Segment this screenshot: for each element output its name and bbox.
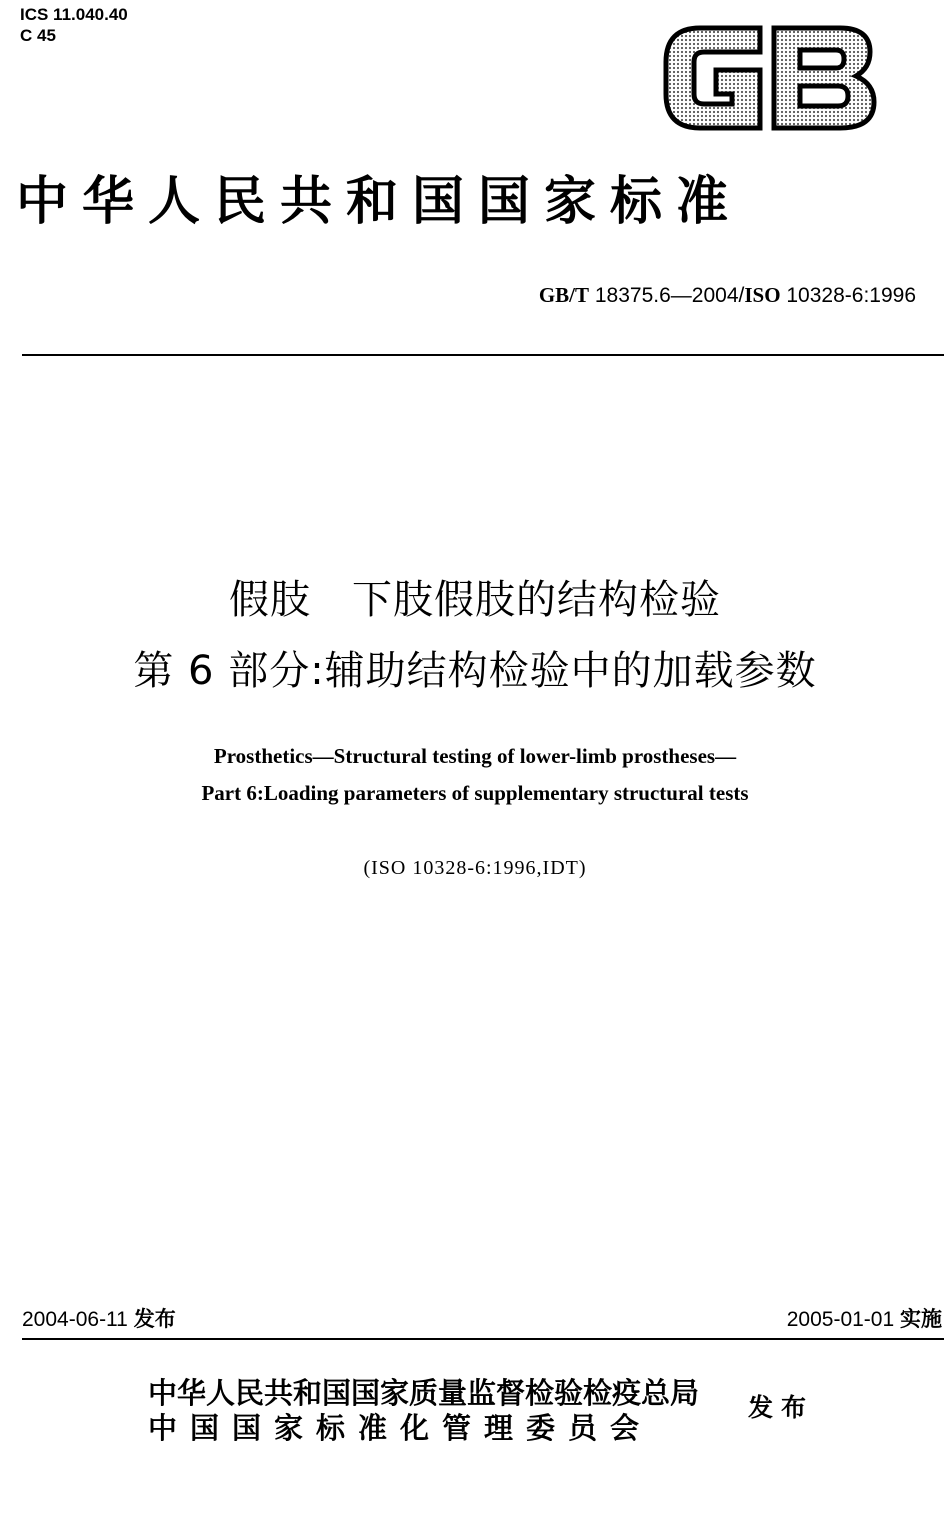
logo-letter-g (666, 28, 760, 128)
publish-label: 发布 (133, 1306, 176, 1331)
adoption-note: (ISO 10328-6:1996,IDT) (363, 857, 587, 879)
issued-label: 发布 (748, 1393, 815, 1422)
implement-date-value: 2005-01-01 (786, 1308, 895, 1331)
standard-prefix: GB/T (538, 283, 590, 307)
ccs-code: C 45 (20, 26, 56, 45)
implement-label: 实施 (900, 1306, 942, 1331)
standard-number (539, 282, 916, 309)
standard-code: 18375.6—2004/ (594, 284, 745, 307)
chinese-title-line2: 第 6 部分:辅助结构检验中的加载参数 (133, 648, 817, 694)
national-standard-title: 中华人民共和国国家标准 (16, 171, 743, 232)
logo-letter-b (774, 28, 874, 128)
iso-prefix: ISO (744, 283, 781, 307)
publish-date-value: 2004-06-11 (22, 1308, 128, 1331)
issuer-line2: 中国国家标准化管理委员会 (148, 1411, 653, 1445)
footer-divider (22, 1338, 944, 1340)
english-title-line1: Prosthetics—Structural testing of lower-limb prostheses— (213, 744, 737, 768)
publish-date (22, 1306, 176, 1333)
chinese-title-line1: 假肢 下肢假肢的结构检验 (229, 577, 721, 623)
english-title-line2: Part 6:Loading parameters of supplementary structural tests (201, 781, 749, 805)
issuer-line1: 中华人民共和国国家质量监督检验检疫总局 (148, 1376, 700, 1410)
implement-date (787, 1306, 942, 1333)
iso-code: 10328-6:1996 (786, 284, 916, 307)
gb-standard-logo (660, 22, 882, 134)
classification-codes (20, 4, 128, 46)
ics-code: ICS 11.040.40 (20, 5, 128, 24)
header-divider (22, 354, 944, 356)
